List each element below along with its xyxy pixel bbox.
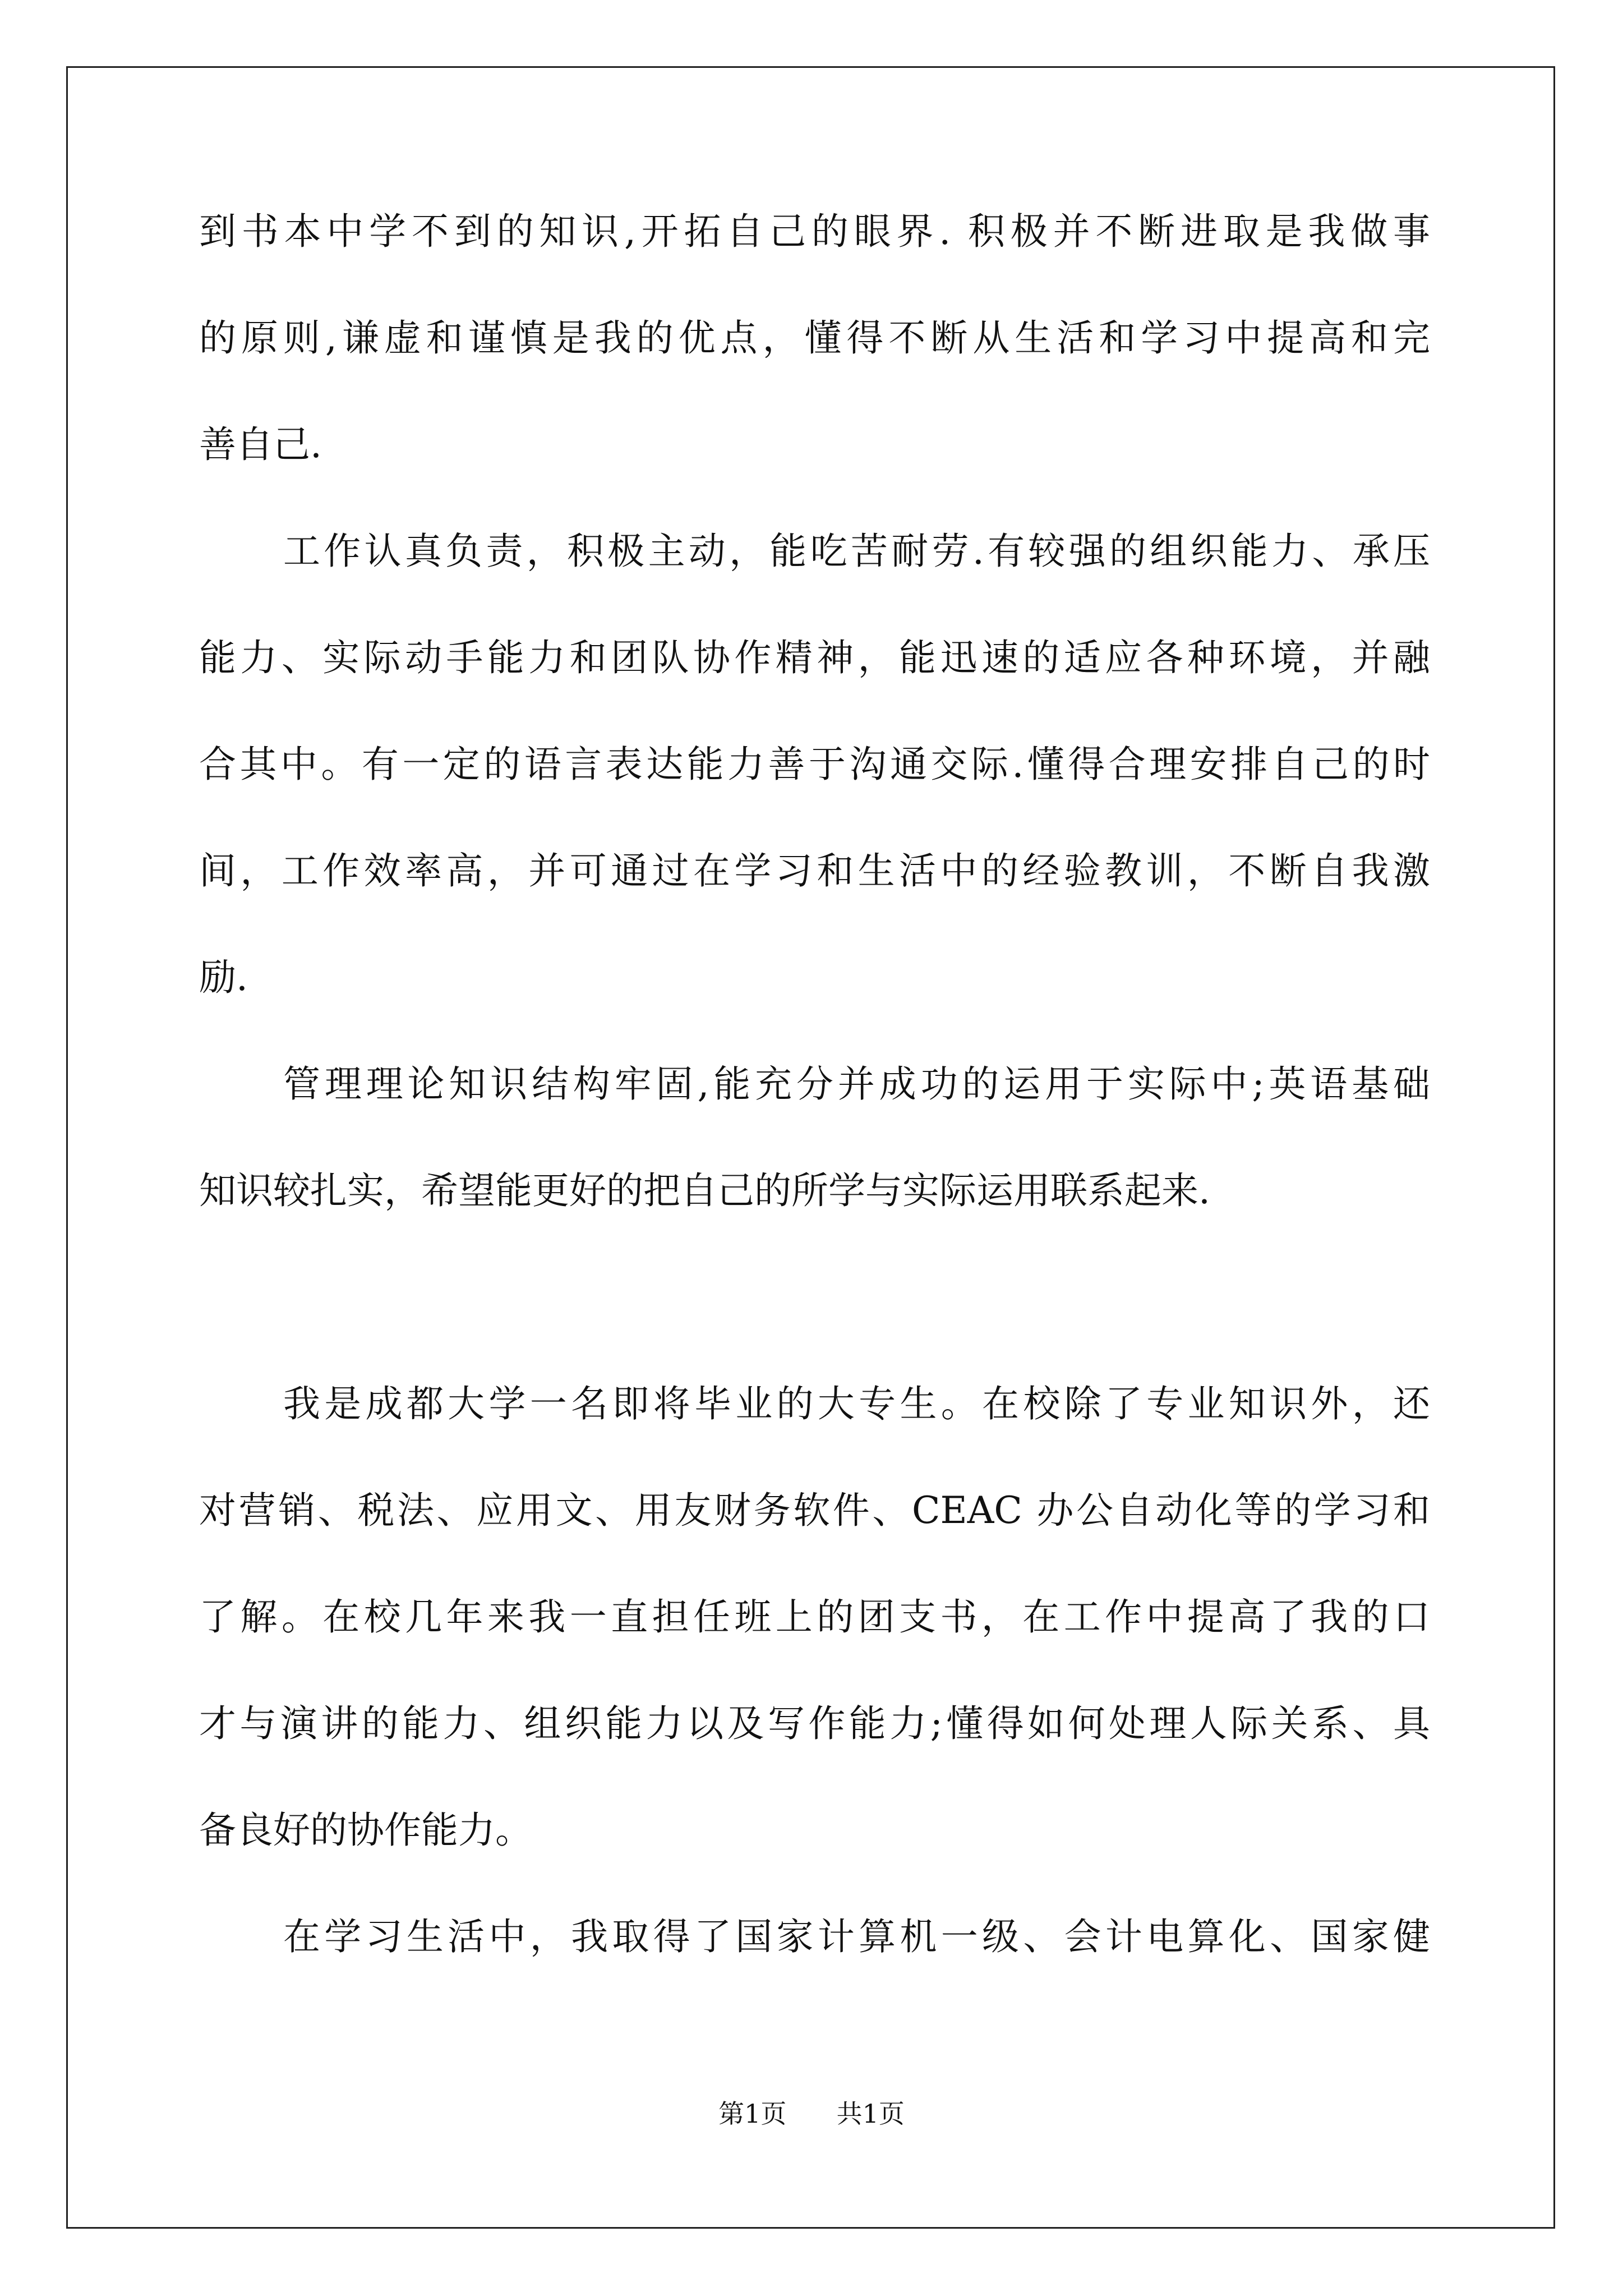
paragraph-3 <box>199 1062 1430 1279</box>
page-total: 共1页 <box>836 2099 905 2129</box>
text-line: 励. <box>199 956 248 999</box>
text-line: 合其中。有一定的语言表达能力善于沟通交际.懂得合理安排自己的时 <box>199 743 1430 786</box>
text-line: 了解。在校几年来我一直担任班上的团支书，在工作中提高了我的口 <box>199 1595 1430 1639</box>
paragraph-1 <box>199 210 1430 533</box>
text-line: 才与演讲的能力、组织能力以及写作能力;懂得如何处理人际关系、具 <box>199 1702 1430 1745</box>
text-line: 能力、实际动手能力和团队协作精神，能迅速的适应各种环境，并融 <box>199 636 1430 679</box>
text-line: 工作认真负责，积极主动，能吃苦耐劳.有较强的组织能力、承压 <box>283 530 1430 573</box>
text-line: 我是成都大学一名即将毕业的大专生。在校除了专业知识外，还 <box>283 1382 1430 1425</box>
text-line: 管理理论知识结构牢固,能充分并成功的运用于实际中;英语基础 <box>283 1062 1430 1106</box>
text-line: 在学习生活中，我取得了国家计算机一级、会计电算化、国家健 <box>283 1915 1430 1958</box>
text-line: 善自己. <box>199 423 322 466</box>
text-line: 的原则,谦虚和谨慎是我的优点，懂得不断从生活和学习中提高和完 <box>199 316 1430 360</box>
text-line: 对营销、税法、应用文、用友财务软件、CEAC 办公自动化等的学习和 <box>199 1489 1430 1532</box>
text-line: 到书本中学不到的知识,开拓自己的眼界. 积极并不断进取是我做事 <box>199 210 1430 253</box>
text-line: 备良好的协作能力。 <box>199 1809 532 1852</box>
page-number: 第1页 <box>718 2099 787 2129</box>
page-footer <box>0 2101 1623 2127</box>
paragraph-4 <box>199 1382 1430 1918</box>
paragraph-2 <box>199 530 1430 1066</box>
paragraph-5 <box>199 1915 1430 2025</box>
text-line: 知识较扎实，希望能更好的把自己的所学与实际运用联系起来. <box>199 1169 1210 1212</box>
blank-line <box>199 1279 1430 1386</box>
text-line: 间，工作效率高，并可通过在学习和生活中的经验教训，不断自我激 <box>199 849 1430 892</box>
document-body <box>199 210 1430 2025</box>
